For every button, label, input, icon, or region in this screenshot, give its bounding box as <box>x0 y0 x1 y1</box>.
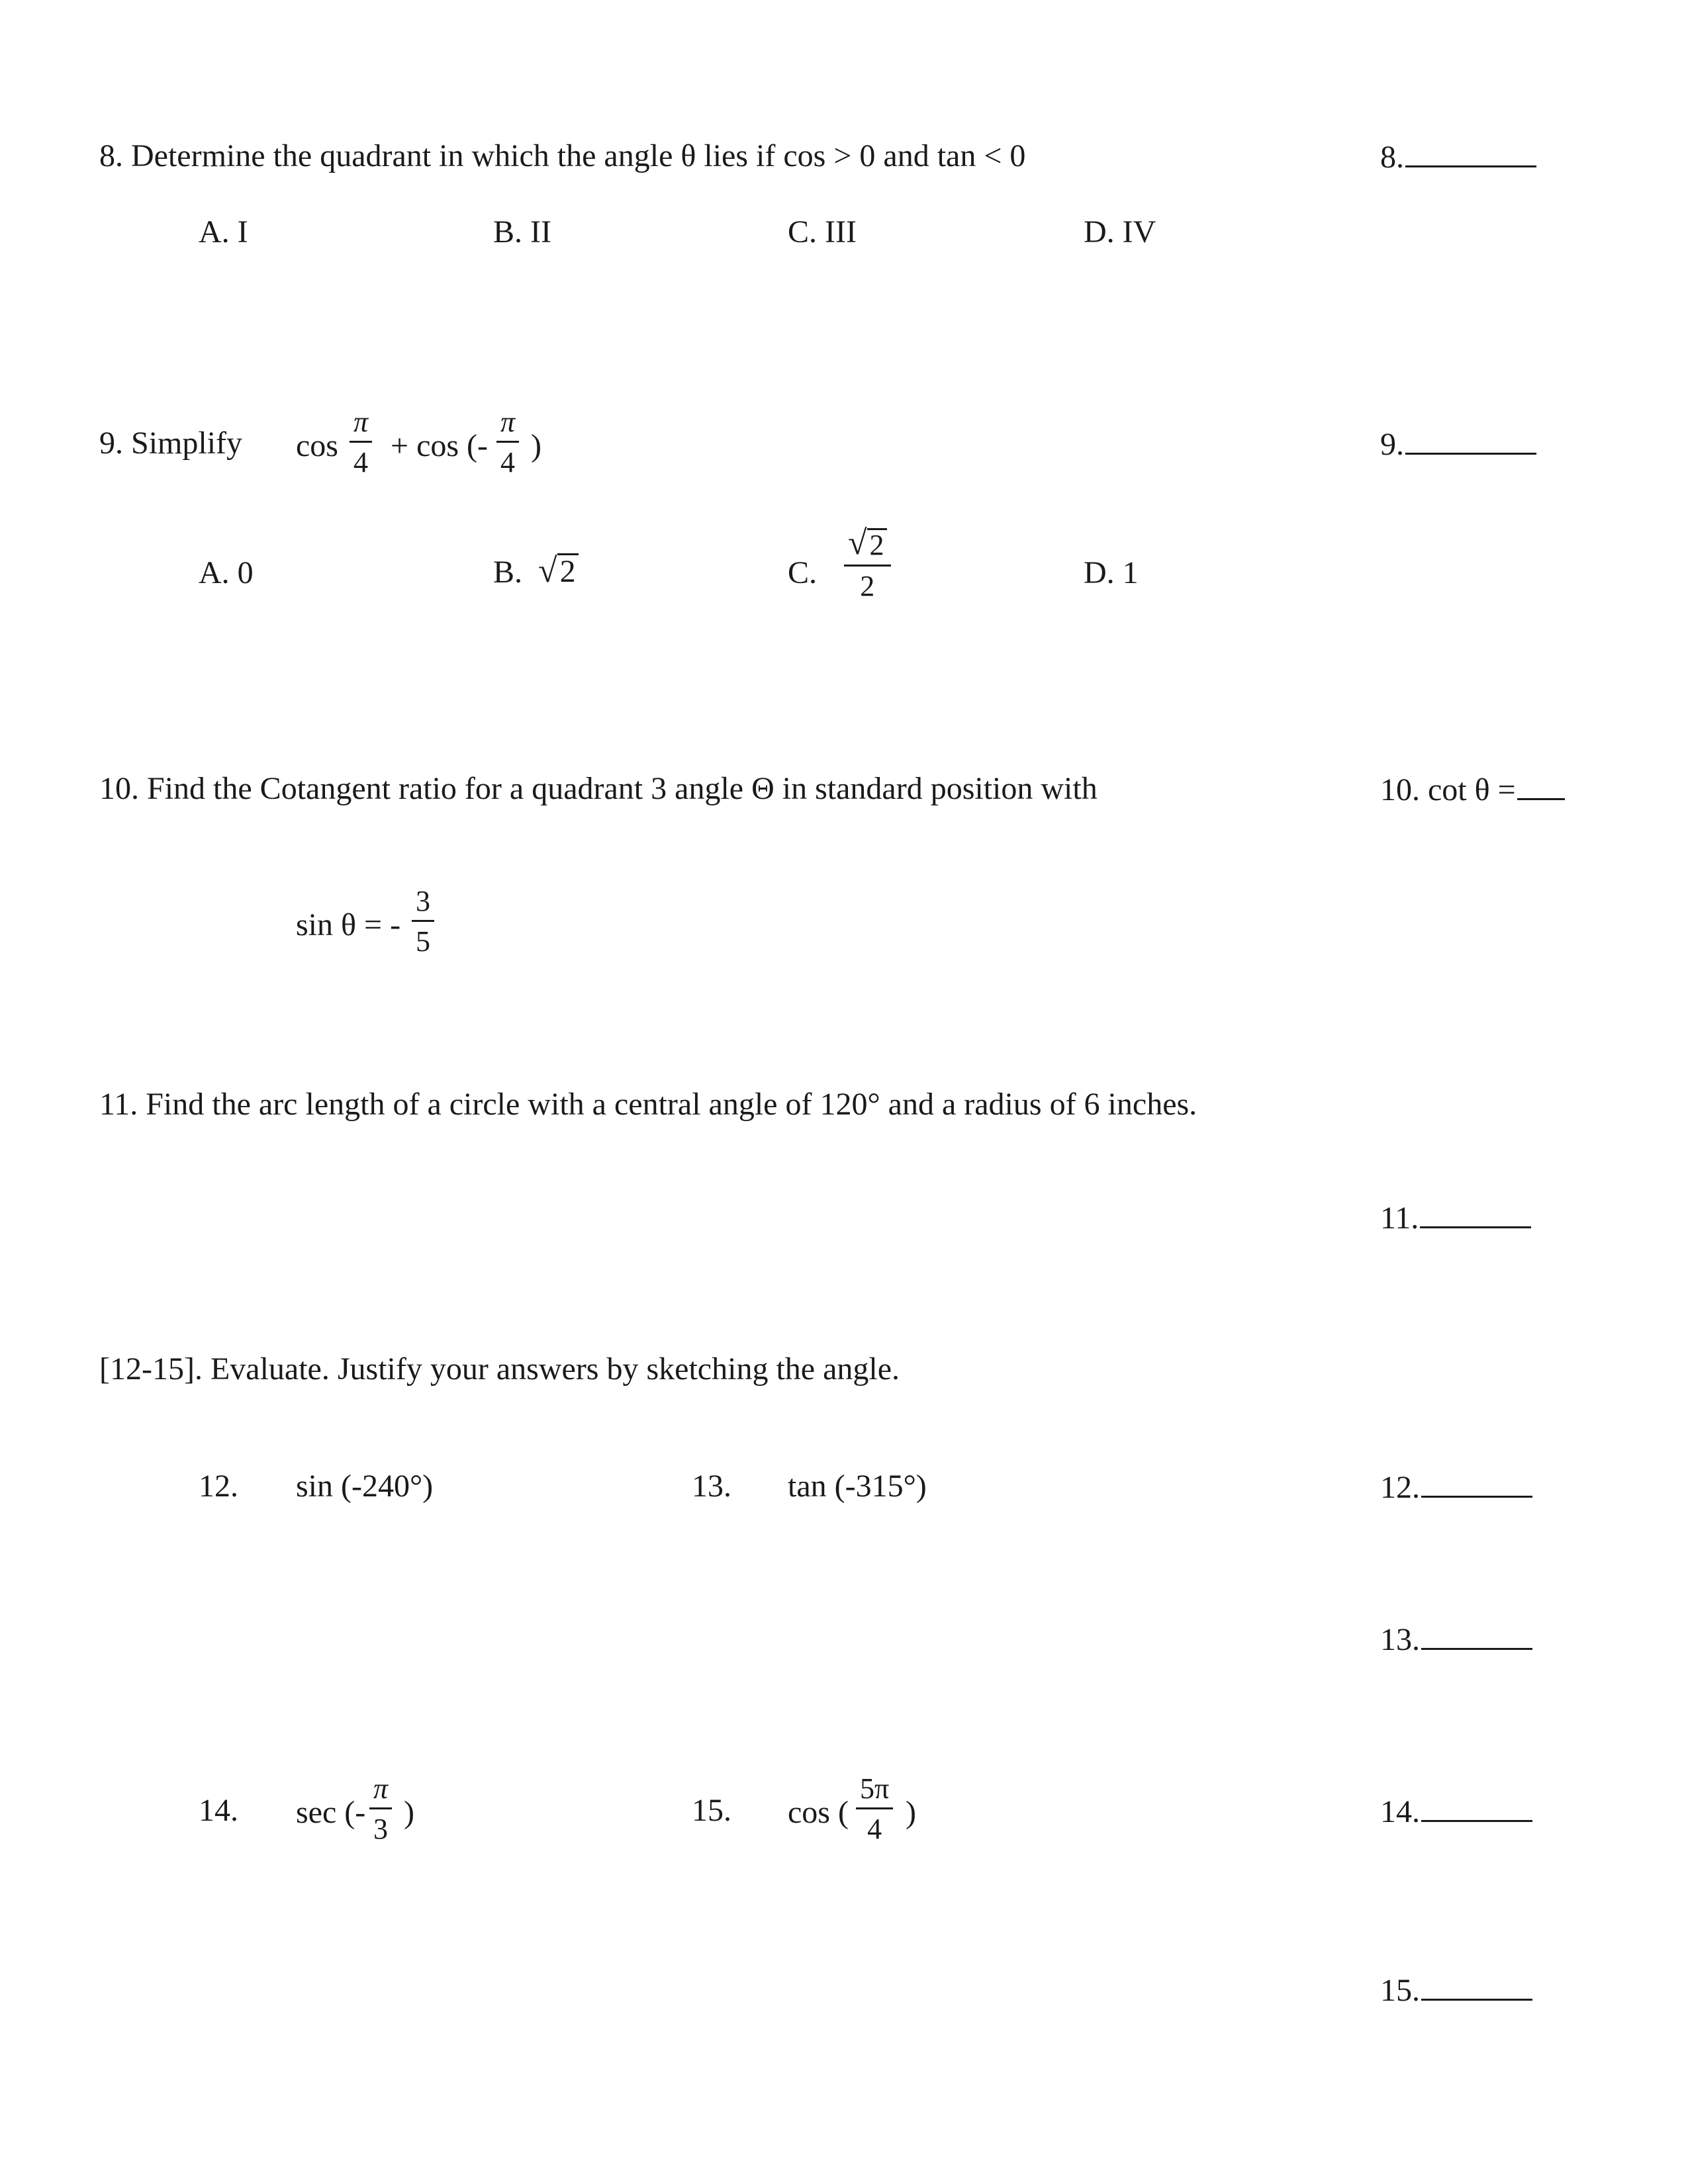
q12-expression: sin (-240°) <box>296 1469 434 1504</box>
q9-choice-b-sqrt <box>538 553 579 588</box>
q13-expression: tan (-315°) <box>788 1469 927 1504</box>
q11-prompt: 11. Find the arc length of a circle with a central angle of 120° and a radius of 6 inches. <box>99 1087 1197 1122</box>
q11-answer <box>1380 1201 1531 1234</box>
q15-fraction-denominator: 4 <box>867 1813 882 1845</box>
q15-close-paren: ) <box>906 1795 916 1830</box>
q14-fraction-denominator: 3 <box>373 1813 389 1845</box>
q9-close-paren: ) <box>531 428 541 463</box>
q10-given-numerator: 3 <box>416 885 430 917</box>
q9-choice-c-label: C. <box>788 555 818 590</box>
q9-label: 9. Simplify <box>99 426 243 461</box>
q9-choice-c-bar <box>844 565 891 567</box>
q15-fraction <box>856 1774 893 1844</box>
q9-choice-b <box>493 553 579 588</box>
q10-answer-label: 10. cot θ = <box>1380 772 1516 807</box>
q14-answer <box>1380 1795 1532 1828</box>
q14-fraction-numerator: π <box>373 1772 389 1805</box>
q8-choice-a: A. I <box>199 214 248 250</box>
q14-close-paren: ) <box>404 1795 414 1830</box>
q15-number: 15. <box>692 1793 731 1828</box>
q9-choice-c-radical: √ <box>848 524 867 562</box>
q12-15-instructions: [12-15]. Evaluate. Justify your answers by sketching the angle. <box>99 1351 900 1387</box>
q9-fraction-2 <box>496 408 519 477</box>
q12-number: 12. <box>199 1469 238 1504</box>
q9-answer-blank[interactable] <box>1405 428 1536 455</box>
q10-answer <box>1380 773 1565 806</box>
q14-number: 14. <box>199 1793 238 1828</box>
q9-middle: + cos (- <box>391 428 489 463</box>
q15-answer-label: 15. <box>1380 1973 1420 2008</box>
q9-fraction-1-numerator: π <box>353 406 369 438</box>
q14-fraction <box>369 1774 392 1844</box>
q9-fraction-2-bar <box>496 441 519 443</box>
q9-choice-a: A. 0 <box>199 555 254 590</box>
q10-given-fraction <box>412 887 434 956</box>
q13-number: 13. <box>692 1469 731 1504</box>
q9-choice-b-radical: √ <box>538 552 557 590</box>
q15-prefix: cos ( <box>788 1795 849 1830</box>
q9-fraction-2-numerator: π <box>500 406 516 438</box>
q14-answer-label: 14. <box>1380 1794 1420 1829</box>
q8-choice-d: D. IV <box>1084 214 1156 250</box>
q9-fraction-1 <box>350 408 372 477</box>
q11-answer-blank[interactable] <box>1420 1201 1531 1228</box>
q9-fraction-1-bar <box>350 441 372 443</box>
q12-answer-label: 12. <box>1380 1470 1420 1505</box>
q10-given-denominator: 5 <box>416 925 430 958</box>
q9-cos-1: cos <box>296 428 338 463</box>
q9-choice-c-radicand: 2 <box>867 528 887 561</box>
q8-answer-label: 8. <box>1380 140 1404 175</box>
q15-fraction-numerator: 5π <box>860 1772 890 1805</box>
q10-prompt: 10. Find the Cotangent ratio for a quadrant 3 angle Θ in standard position with <box>99 771 1098 806</box>
q8-choice-c: C. III <box>788 214 857 250</box>
q15-answer <box>1380 1974 1532 2007</box>
q9-choice-c-numerator <box>844 526 891 561</box>
q9-fraction-2-denominator: 4 <box>500 446 516 478</box>
q13-answer <box>1380 1623 1532 1656</box>
q14-answer-blank[interactable] <box>1421 1795 1532 1822</box>
q8-choice-b: B. II <box>493 214 551 250</box>
q9-fraction-1-denominator: 4 <box>353 446 369 478</box>
q9-answer-label: 9. <box>1380 427 1404 462</box>
q10-given-lhs: sin θ = - <box>296 907 401 942</box>
q9-choice-c-fraction <box>844 526 891 601</box>
q10-given-bar <box>412 920 434 922</box>
q8-answer-blank[interactable] <box>1405 140 1536 167</box>
q12-answer-blank[interactable] <box>1421 1471 1532 1498</box>
q15-fraction-bar <box>856 1807 893 1809</box>
q8-prompt: 8. Determine the quadrant in which the angle θ lies if cos > 0 and tan < 0 <box>99 138 1026 173</box>
q14-prefix: sec (- <box>296 1795 366 1830</box>
q11-answer-label: 11. <box>1380 1201 1419 1236</box>
q9-choice-c-denominator: 2 <box>860 570 875 602</box>
q12-answer <box>1380 1471 1532 1504</box>
q13-answer-blank[interactable] <box>1421 1623 1532 1650</box>
q14-fraction-bar <box>369 1807 392 1809</box>
q13-answer-label: 13. <box>1380 1622 1420 1657</box>
q9-choice-b-radicand: 2 <box>557 553 579 588</box>
q15-answer-blank[interactable] <box>1421 1974 1532 2001</box>
q8-answer <box>1380 140 1536 173</box>
q9-answer <box>1380 428 1536 461</box>
q9-choice-b-label: B. <box>493 555 523 590</box>
q10-answer-blank[interactable] <box>1517 773 1565 800</box>
q9-choice-d: D. 1 <box>1084 555 1139 590</box>
